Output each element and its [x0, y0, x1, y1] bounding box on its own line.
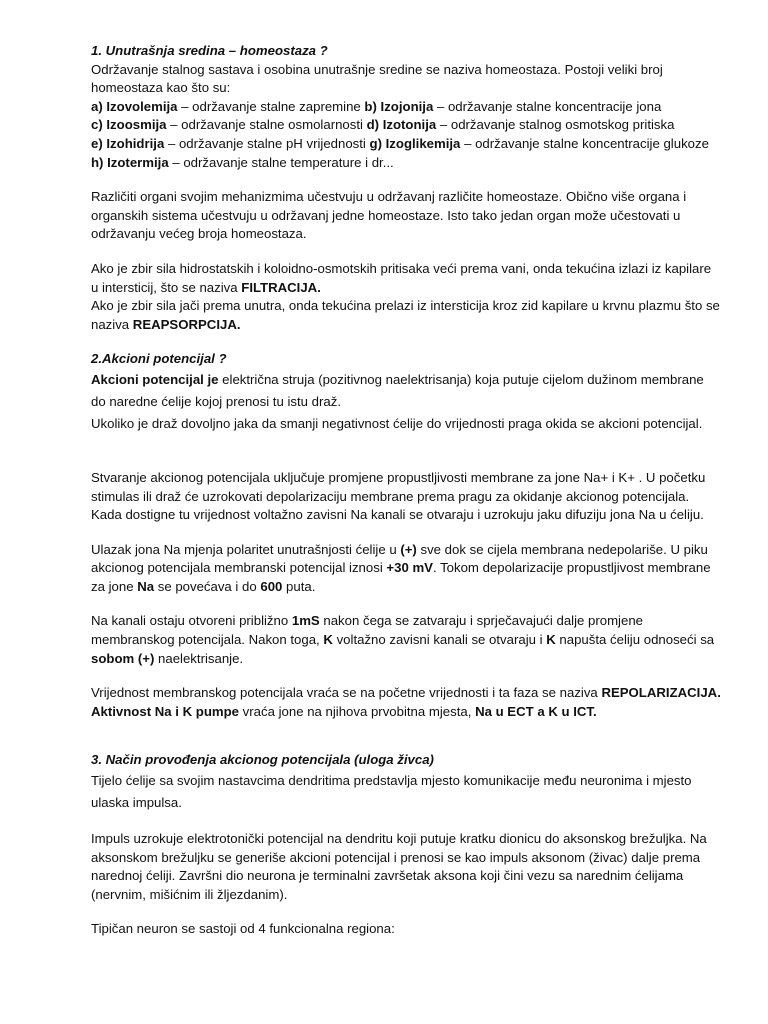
bold-term: h) Izotermija — [91, 154, 169, 170]
bold-term: c) Izoosmija — [91, 117, 167, 133]
paragraph-creation: Stvaranje akcionog potencijala uključuje promjene propustljivosti membrane za jone Na+ i K+ . U početku stimulas ili draž će uzrokovati depolarizaciju membrane prema pragu za okidanje akcionog potencijala. Kada dostigne tu vrijednost voltažno zavisni Na kanali se otvaraju i uzrokuju jaku difuziju jona Na u ćeliju. — [91, 469, 706, 523]
bold-term: Na — [137, 578, 155, 594]
paragraph-impulse: Impuls uzrokuje elektrotonički potencijal na dendritu koji putuje kratku dionicu do aksonskog brežuljka. Na aksonskom brežuljku se generiše akcioni potencijal i prenosi se kao impuls aksonom (živac) dalje prema narednoj ćeliji. Završni dio neurona je terminalni završetak aksona koji čini vezu sa narednim ćelijama (nervnim, mišićnim ili žljezdanim). — [91, 831, 707, 902]
bold-term: e) Izohidrija — [91, 135, 165, 151]
paragraph-neuron-regions: Tipičan neuron se sastoji od 4 funkcionalna regiona: — [91, 921, 395, 937]
paragraph-repolarization: Vrijednost membranskog potencijala vraća se na početne vrijednosti i ta faza se naziva REPOLARIZACIJA. Aktivnost Na i K pumpe vraća jone na njihova prvobitna mjesta, Na u ECT a K u ICT. — [91, 685, 721, 719]
paragraph-organs: Različiti organi svojim mehanizmima učestvuju u održavanj različite homeostaze. Obično više organa i organskih sistema učestvuju u održavanj jedne homeostaze. Isto tako jedan organ može učestovati u održavanju većeg broja homeostaza. — [91, 189, 687, 242]
bold-term: REPOLARIZACIJA. Aktivnost Na i K pumpe — [91, 685, 721, 719]
paragraph-cell-body: Tijelo ćelije sa svojim nastavcima dendritima predstavlja mjesto komunikacije među neuronima i mjesto ulaska impulsa. — [91, 773, 692, 811]
bold-term: K — [546, 632, 556, 648]
bold-term: REAPSORPCIJA. — [132, 316, 241, 332]
bold-term: 1mS — [291, 613, 320, 629]
list-homeostasis-item: e) Izohidrija – održavanje stalne pH vrijednosti g) Izoglikemija – održavanje stalne koncentracije glukoze — [91, 135, 709, 151]
paragraph-threshold: Ukoliko je draž dovoljno jaka da smanji negativnost ćelije do vrijednosti praga okida se akcioni potencijal. — [91, 415, 703, 431]
bold-term: FILTRACIJA. — [241, 279, 321, 295]
bold-term: Akcioni potencijal je — [91, 371, 219, 387]
list-homeostasis-item: h) Izotermija – održavanje stalne temperature i dr... — [91, 154, 394, 170]
bold-term: +30 mV — [386, 560, 433, 576]
document-page — [91, 42, 721, 939]
bold-term: b) Izojonija — [364, 98, 434, 114]
list-homeostasis-item: c) Izoosmija – održavanje stalne osmolarnosti d) Izotonija – održavanje stalnog osmotskog pritiska — [91, 117, 675, 133]
paragraph-na-entry: Ulazak jona Na mjenja polaritet unutrašnjosti ćelije u (+) sve dok se cijela membrana nedepolariše. U piku akcionog potencijala membranski potencijal iznosi +30 mV. Tokom depolarizacije propustljivost membrane za jone Na se povećava i do 600 puta. — [91, 541, 711, 594]
bold-term: K — [323, 632, 333, 648]
heading-section-1: 1. Unutrašnja sredina – homeostaza ? — [91, 43, 328, 58]
paragraph-homeostasis-intro: Održavanje stalnog sastava i osobina unutrašnje sredine se naziva homeostaza. Postoji veliki broj homeostaza kao što su: — [91, 61, 663, 96]
heading-section-3: 3. Način provođenja akcionog potencijala (uloga živca) — [91, 752, 434, 768]
paragraph-na-channels: Na kanali ostaju otvoreni približno 1mS nakon čega se zatvaraju i sprječavajući dalje promjene membranskog potencijala. Nakon toga, K voltažno zavisni kanali se otvaraju i K napušta ćeliju odnoseći sa sobom (+) naelektrisanje. — [91, 613, 715, 666]
paragraph-reabsorption: Ako je zbir sila jači prema unutra, onda tekućina prelazi iz intersticija kroz zid kapilare u krvnu plazmu što se naziva REAPSORPCIJA. — [91, 298, 720, 332]
bold-term: (+) — [400, 541, 417, 557]
heading-section-2: 2.Akcioni potencijal ? — [91, 351, 227, 367]
bold-term: 600 — [260, 578, 283, 594]
paragraph-action-potential-definition: Akcioni potencijal je električna struja (pozitivnog naelektrisanja) koja putuje cijelom dužinom membrane do naredne ćelije kojoj prenosi tu istu draž. — [91, 371, 704, 409]
bold-term: Na u ECT a K u ICT. — [475, 703, 597, 719]
bold-term: d) Izotonija — [366, 117, 437, 133]
bold-term: a) Izovolemija — [91, 98, 178, 114]
paragraph-filtration: Ako je zbir sila hidrostatskih i koloidno-osmotskih pritisaka veći prema vani, onda tekućina izlazi iz kapilare u intersticij, što se naziva FILTRACIJA. — [91, 260, 712, 295]
bold-term: g) Izoglikemija — [369, 135, 461, 151]
bold-term: sobom (+) — [91, 650, 155, 666]
list-homeostasis-item: a) Izovolemija – održavanje stalne zapremine b) Izojonija – održavanje stalne koncentracije jona — [91, 98, 662, 114]
